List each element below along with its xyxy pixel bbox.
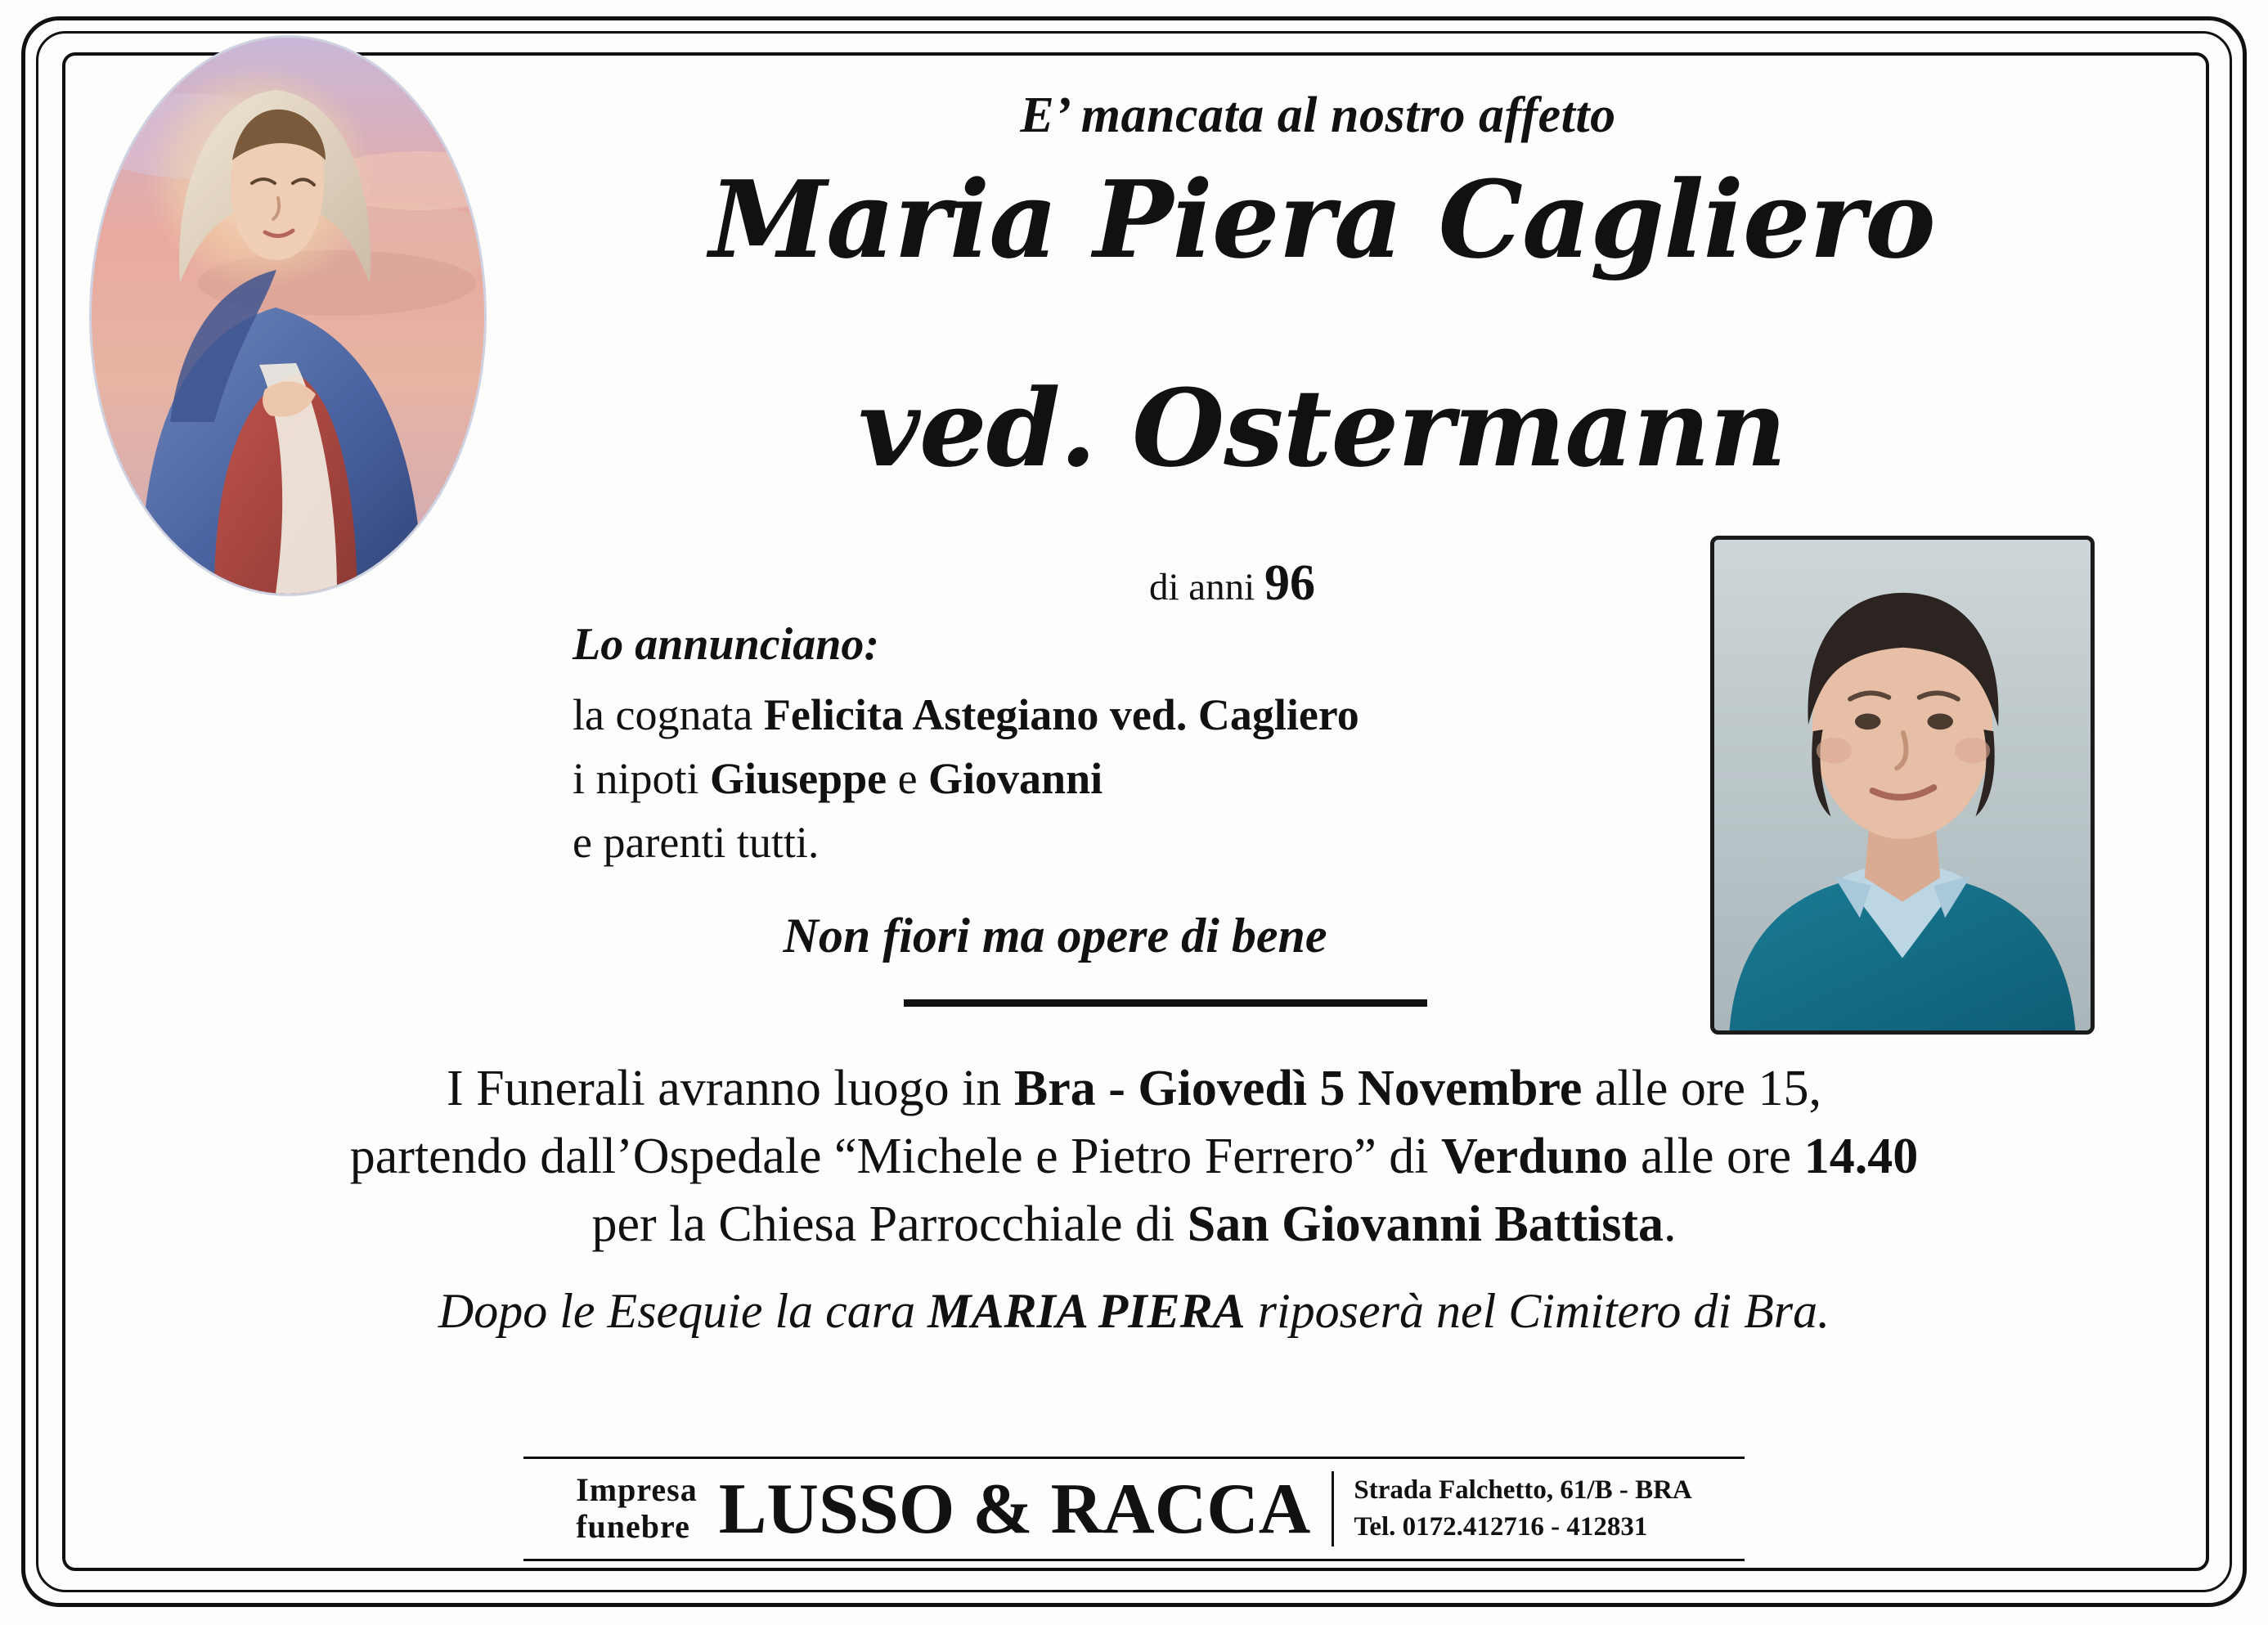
burial-line	[123, 1278, 2145, 1344]
impresa-line-1: Impresa	[576, 1471, 698, 1509]
funeral-line-3	[123, 1191, 2145, 1259]
funeral-line-2	[123, 1123, 2145, 1191]
deceased-name-line-2: ved. Ostermann	[858, 366, 1786, 491]
announce-row-nipoti	[573, 750, 1636, 807]
announce-lead: Lo annunciano:	[573, 619, 879, 670]
funeral-line-1-a: I Funerali avranno luogo in	[446, 1061, 1014, 1116]
funeral-details	[123, 1055, 2145, 1344]
age-value: 96	[1264, 555, 1315, 611]
funeral-line-1	[123, 1055, 2145, 1123]
funeral-home-footer	[523, 1457, 1745, 1561]
announce-row-1-prefix: i nipoti	[573, 753, 711, 803]
announce-row-1-name-a: Giuseppe	[710, 753, 887, 803]
funeral-line-1-c: alle ore 15,	[1582, 1061, 1822, 1116]
announce-row-cognata	[573, 686, 1636, 743]
funeral-home-phone: Tel. 0172.412716 - 412831	[1354, 1512, 1648, 1542]
announce-row-2-text: e parenti tutti.	[573, 818, 820, 868]
funeral-line-2-a: partendo dall’Ospedale “Michele e Pietro Ferrero” di	[349, 1129, 1441, 1185]
burial-line-c: riposerà nel Cimitero di Bra.	[1245, 1284, 1830, 1339]
funeral-line-2-c: alle ore	[1628, 1129, 1804, 1185]
announce-row-0-prefix: la cognata	[573, 689, 764, 739]
funeral-home-contact	[1332, 1471, 1691, 1546]
funeral-line-3-c: .	[1663, 1196, 1677, 1253]
burial-line-name: MARIA PIERA	[927, 1284, 1246, 1339]
funeral-line-3-a: per la Chiesa Parrocchiale di	[591, 1196, 1188, 1253]
funeral-line-2-town: Verduno	[1440, 1129, 1628, 1185]
flowers-note: Non fiori ma opere di bene	[783, 909, 1327, 963]
announce-row-parenti	[573, 814, 1636, 871]
madonna-portrait-image	[92, 38, 484, 594]
impresa-label	[576, 1472, 697, 1546]
funeral-line-3-church: San Giovanni Battista	[1187, 1196, 1664, 1253]
announce-row-0-name: Felicita Astegiano ved. Cagliero	[763, 689, 1359, 739]
intro-line: E’ mancata al nostro affetto	[1020, 88, 1616, 143]
funeral-line-2-time: 14.40	[1803, 1129, 1919, 1185]
funeral-home-address: Strada Falchetto, 61/B - BRA	[1354, 1475, 1692, 1506]
deceased-name-line-1: Maria Piera Cagliero	[709, 157, 1935, 282]
funeral-line-1-place-date: Bra - Giovedì 5 Novembre	[1013, 1061, 1583, 1116]
divider-rule	[904, 999, 1427, 1007]
announcement-block	[573, 615, 1636, 878]
funeral-home-brand: LUSSO & RACCA	[718, 1469, 1311, 1549]
impresa-line-2: funebre	[576, 1508, 690, 1545]
burial-line-a: Dopo le Esequie la cara	[438, 1284, 928, 1339]
announce-row-1-conj: e	[887, 753, 929, 803]
deceased-portrait-photo	[1710, 536, 2095, 1035]
announce-row-1-name-b: Giovanni	[928, 753, 1103, 803]
age-label: di anni	[1149, 566, 1255, 608]
